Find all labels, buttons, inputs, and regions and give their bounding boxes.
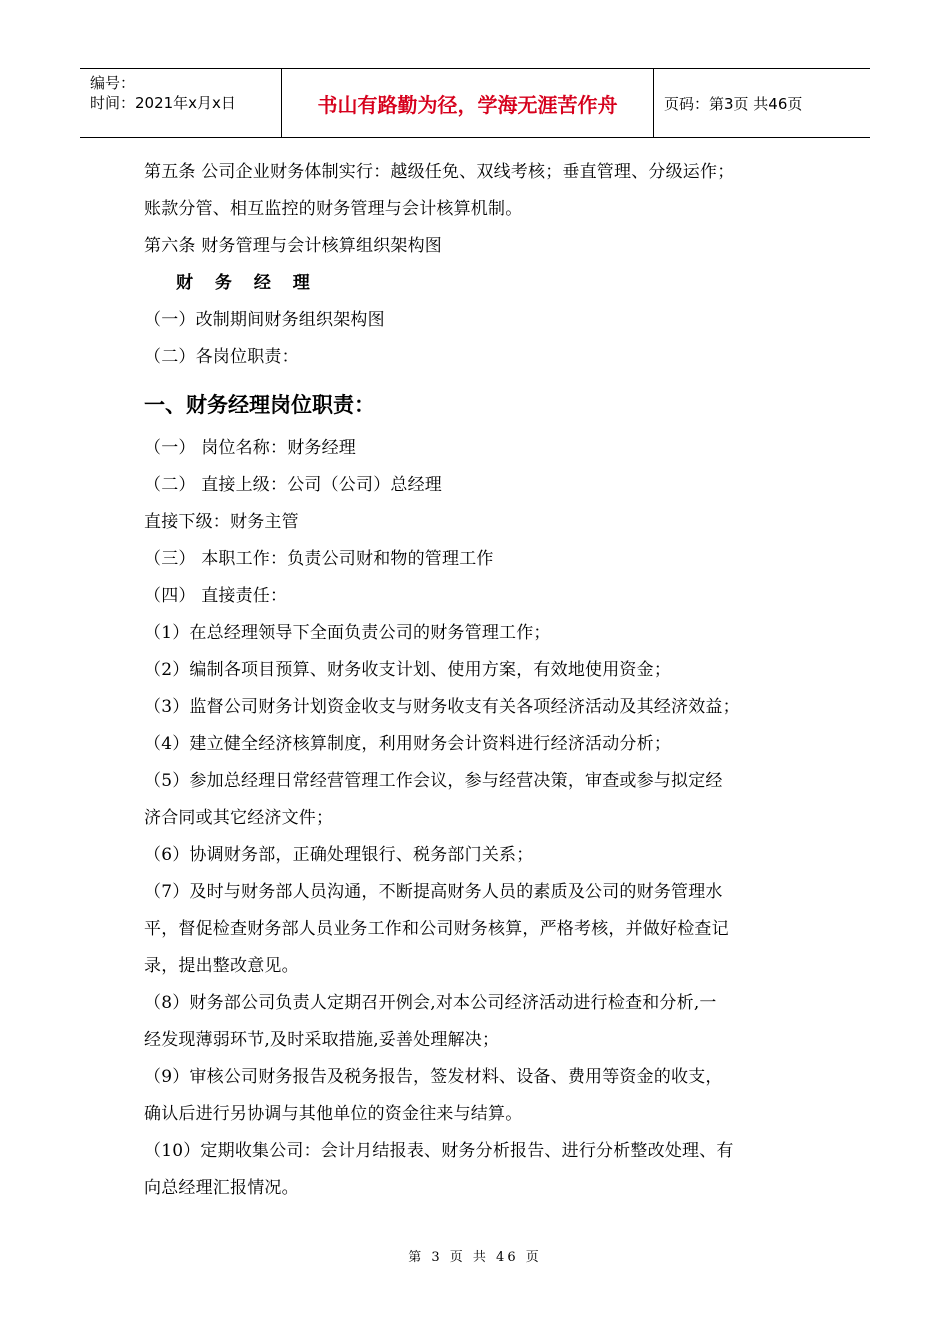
page-header xyxy=(80,68,870,138)
paragraph-line: （10）定期收集公司：会计月结报表、财务分析报告、进行分析整改处理、有 xyxy=(144,1141,734,1161)
paragraph-line: 经发现薄弱环节,及时采取措施,妥善处理解决； xyxy=(144,1030,500,1050)
paragraph-line: （二） 直接上级：公司（公司）总经理 xyxy=(144,475,443,495)
page-footer: 第 3 页 共 46 页 xyxy=(408,1250,542,1265)
header-page-number: 页码：第3页 共46页 xyxy=(664,94,803,113)
paragraph-line: （4）建立健全经济核算制度，利用财务会计资料进行经济活动分析； xyxy=(144,734,672,754)
header-motto: 书山有路勤为径，学海无涯苦作舟 xyxy=(282,69,654,137)
section-org-chart: （一）改制期间财务组织架构图 xyxy=(144,310,385,330)
paragraph-line: （三） 本职工作：负责公司财和物的管理工作 xyxy=(144,549,494,569)
section-duties: （二）各岗位职责： xyxy=(144,347,299,367)
paragraph-line: 确认后进行另协调与其他单位的资金往来与结算。 xyxy=(144,1104,523,1124)
paragraph-line: （6）协调财务部，正确处理银行、税务部门关系； xyxy=(144,845,534,865)
paragraph-line: 向总经理汇报情况。 xyxy=(144,1178,299,1198)
paragraph-line: （四） 直接责任： xyxy=(144,586,288,606)
paragraph-line: （7）及时与财务部人员沟通，不断提高财务人员的素质及公司的财务管理水 xyxy=(144,882,723,902)
document-date-label: 时间：2021年x月x日 xyxy=(90,94,236,112)
paragraph-line: 录，提出整改意见。 xyxy=(144,956,299,976)
paragraph-line: （8）财务部公司负责人定期召开例会,对本公司经济活动进行检查和分析,一 xyxy=(144,993,717,1013)
document-body xyxy=(144,154,814,1207)
paragraph-line: （2）编制各项目预算、财务收支计划、使用方案，有效地使用资金； xyxy=(144,660,672,680)
document-number-label: 编号： xyxy=(90,74,136,92)
article-5-line-2: 账款分管、相互监控的财务管理与会计核算机制。 xyxy=(144,199,523,219)
paragraph-line: 平，督促检查财务部人员业务工作和公司财务核算，严格考核，并做好检查记 xyxy=(144,919,729,939)
paragraph-line: 直接下级：财务主管 xyxy=(144,512,299,532)
header-meta xyxy=(80,69,282,137)
section-heading: 一、财务经理岗位职责： xyxy=(144,393,375,417)
org-chart-node-finance-manager: 财 务 经 理 xyxy=(176,273,318,293)
paragraph-line: （5）参加总经理日常经营管理工作会议，参与经营决策，审查或参与拟定经 xyxy=(144,771,723,791)
paragraph-line: （9）审核公司财务报告及税务报告，签发材料、设备、费用等资金的收支， xyxy=(144,1067,723,1087)
article-6-title: 第六条 财务管理与会计核算组织架构图 xyxy=(144,236,443,256)
paragraph-line: （3）监督公司财务计划资金收支与财务收支有关各项经济活动及其经济效益； xyxy=(144,697,740,717)
paragraph-line: （1）在总经理领导下全面负责公司的财务管理工作； xyxy=(144,623,551,643)
article-5-line-1: 第五条 公司企业财务体制实行：越级任免、双线考核；垂直管理、分级运作； xyxy=(144,162,735,182)
paragraph-line: （一） 岗位名称：财务经理 xyxy=(144,438,357,458)
paragraph-line: 济合同或其它经济文件； xyxy=(144,808,334,828)
